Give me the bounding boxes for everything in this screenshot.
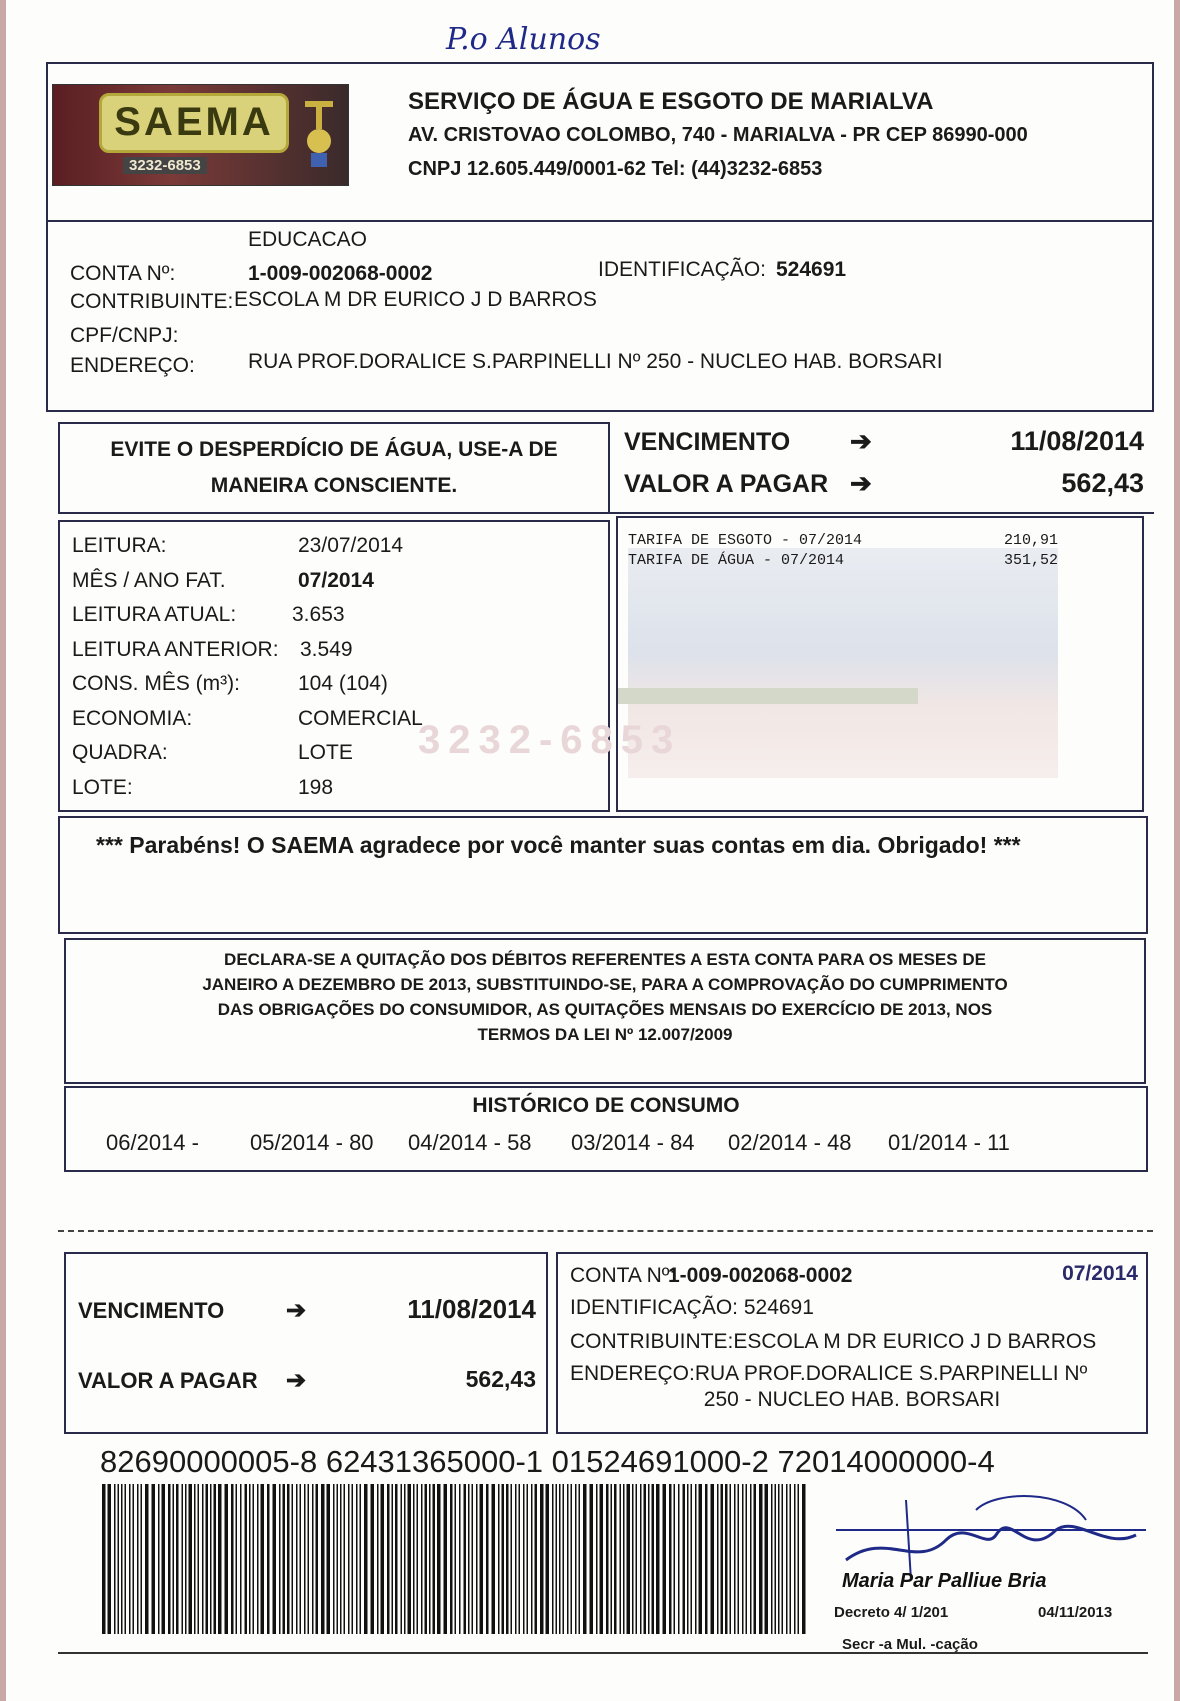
stub-payment-box	[64, 1252, 548, 1434]
reading-label: LEITURA ATUAL:	[72, 603, 237, 626]
cut-line	[58, 1230, 1153, 1232]
barcode-bar	[782, 1484, 784, 1634]
barcode-bar	[344, 1484, 346, 1634]
barcode-bar	[433, 1484, 436, 1634]
barcode-bar	[567, 1484, 569, 1634]
reading-value: 198	[298, 775, 334, 799]
notice-line2: MANEIRA CONSCIENTE.	[210, 474, 458, 497]
barcode-bar	[742, 1484, 744, 1634]
stub-endereco-line2: 250 - NUCLEO HAB. BORSARI	[703, 1388, 1001, 1411]
conta-value: 1-009-002068-0002	[248, 262, 433, 285]
barcode-bar	[515, 1484, 517, 1634]
stub-endereco-line1: ENDEREÇO:RUA PROF.DORALICE S.PARPINELLI Nº	[570, 1362, 1088, 1385]
barcode-bar	[750, 1484, 752, 1634]
barcode-bar	[627, 1484, 631, 1634]
barcode-bar	[401, 1484, 403, 1634]
barcode-bar	[678, 1484, 680, 1634]
barcode-bar	[725, 1484, 728, 1634]
tariff-label: TARIFA DE ÁGUA - 07/2014	[628, 552, 845, 569]
barcode-bar	[794, 1484, 796, 1634]
barcode-bar	[152, 1484, 156, 1634]
tariff-value: 351,52	[1003, 552, 1058, 569]
history-item: 01/2014 - 11	[888, 1130, 1010, 1155]
barcode-bar	[759, 1484, 763, 1634]
customer-category: EDUCACAO	[248, 228, 368, 251]
barcode-bar	[392, 1484, 394, 1634]
valor-label: VALOR A PAGAR	[624, 470, 829, 498]
barcode-bar	[182, 1484, 184, 1634]
history-item: 04/2014 - 58	[408, 1130, 532, 1155]
barcode-bar	[245, 1484, 248, 1634]
bottom-border	[58, 1652, 1148, 1654]
barcode-bar	[185, 1484, 187, 1634]
history-item: 03/2014 - 84	[571, 1130, 695, 1155]
barcode-bar	[579, 1484, 581, 1634]
stamp-name: Maria Par Palliue Bria	[842, 1570, 1047, 1592]
endereco-label: ENDEREÇO:	[70, 354, 195, 377]
barcode-bar	[168, 1484, 171, 1634]
barcode-bar	[775, 1484, 777, 1634]
reading-value: 23/07/2014	[298, 534, 404, 557]
barcode-bar	[596, 1484, 598, 1634]
watermark-band	[618, 688, 918, 704]
reading-value: 07/2014	[298, 568, 374, 592]
barcode-bar	[202, 1484, 204, 1634]
barcode-bar	[730, 1484, 732, 1634]
barcode-bar	[225, 1484, 229, 1634]
customer-box	[46, 222, 1154, 412]
stub-conta-value: 1-009-002068-0002	[668, 1264, 853, 1287]
endereco-value: RUA PROF.DORALICE S.PARPINELLI Nº 250 - NUCLEO HAB. BORSARI	[248, 350, 943, 373]
thanks-message: *** Parabéns! O SAEMA agradece por você manter suas contas em dia. Obrigado! ***	[96, 832, 1021, 858]
barcode-bar	[687, 1484, 689, 1634]
barcode-bar	[600, 1484, 604, 1634]
barcode-bar	[738, 1484, 740, 1634]
barcode-bar	[455, 1484, 457, 1634]
barcode-bar	[387, 1484, 390, 1634]
barcode-bar	[236, 1484, 238, 1634]
tariff-value: 210,91	[1003, 532, 1058, 549]
barcode-bar	[472, 1484, 474, 1634]
barcode-bar	[636, 1484, 638, 1634]
barcode-bar	[746, 1484, 748, 1634]
stub-venc-value: 11/08/2014	[407, 1294, 536, 1324]
barcode-bar	[304, 1484, 306, 1634]
stub-venc-label: VENCIMENTO	[78, 1298, 225, 1323]
barcode-bar	[683, 1484, 686, 1634]
barcode-bar	[656, 1484, 660, 1634]
stub-valor-value: 562,43	[465, 1366, 536, 1392]
barcode-bar	[648, 1484, 650, 1634]
barcode-bar	[711, 1484, 715, 1634]
barcode-bar	[352, 1484, 354, 1634]
barcode-bar	[695, 1484, 697, 1634]
barcode-bar	[502, 1484, 505, 1634]
barcode-bar	[261, 1484, 265, 1634]
stub-ident: IDENTIFICAÇÃO: 524691	[570, 1296, 814, 1319]
barcode-bar	[162, 1484, 166, 1634]
barcode-bar	[333, 1484, 335, 1634]
barcode-bar	[444, 1484, 448, 1634]
history-title: HISTÓRICO DE CONSUMO	[472, 1094, 740, 1117]
barcode-bar	[327, 1484, 331, 1634]
barcode-bar	[611, 1484, 613, 1634]
barcode-bar	[198, 1484, 200, 1634]
barcode-bar	[614, 1484, 617, 1634]
venc-label: VENCIMENTO	[624, 428, 791, 456]
reading-label: QUADRA:	[72, 741, 168, 764]
barcode-bar	[552, 1484, 554, 1634]
barcode-bar	[279, 1484, 281, 1634]
barcode-bar	[590, 1484, 594, 1634]
ident-label: IDENTIFICAÇÃO:	[598, 258, 767, 281]
barcode-bar	[137, 1484, 139, 1634]
barcode-bar	[790, 1484, 792, 1634]
barcode-bar	[669, 1484, 672, 1634]
barcode-bar	[468, 1484, 470, 1634]
barcode-bar	[114, 1484, 116, 1634]
barcode-bar	[321, 1484, 325, 1634]
barcode-bar	[556, 1484, 558, 1634]
barcode-bar	[360, 1484, 362, 1634]
barcode-bar	[498, 1484, 500, 1634]
barcode-bar	[691, 1484, 693, 1634]
barcode-bar	[459, 1484, 461, 1634]
barcode-bar	[133, 1484, 135, 1634]
tariff-label: TARIFA DE ESGOTO - 07/2014	[628, 532, 863, 549]
thanks-box	[58, 816, 1148, 934]
notice-box	[58, 422, 610, 514]
history-item: 05/2014 - 80	[250, 1130, 374, 1155]
barcode-bar	[395, 1484, 398, 1634]
stub-conta-label: CONTA Nº:	[570, 1264, 676, 1287]
stub-valor-arrow: ➔	[286, 1367, 307, 1394]
org-address: AV. CRISTOVAO COLOMBO, 740 - MARIALVA - PR CEP 86990-000	[408, 124, 1028, 146]
barcode-bar	[640, 1484, 642, 1634]
barcode-bar	[486, 1484, 489, 1634]
barcode-bar	[267, 1484, 270, 1634]
barcode-bar	[189, 1484, 193, 1634]
stub-contribuinte: CONTRIBUINTE:ESCOLA M DR EURICO J D BARROS	[570, 1330, 1097, 1353]
barcode-bar	[705, 1484, 708, 1634]
org-title: SERVIÇO DE ÁGUA E ESGOTO DE MARIALVA	[408, 88, 934, 115]
reading-value: 104 (104)	[298, 672, 388, 695]
barcode-bar	[778, 1484, 780, 1634]
barcode-bar	[312, 1484, 314, 1634]
barcode-bar	[734, 1484, 736, 1634]
conta-label: CONTA Nº:	[70, 262, 176, 285]
barcode-bar	[300, 1484, 302, 1634]
barcode-bar	[476, 1484, 478, 1634]
cpf-label: CPF/CNPJ:	[70, 324, 179, 347]
reading-value: 3.653	[292, 603, 345, 626]
stamp-date: 04/11/2013	[1038, 1604, 1113, 1621]
barcode-bar	[240, 1484, 242, 1634]
barcode-bar	[408, 1484, 412, 1634]
barcode-bar	[404, 1484, 406, 1634]
barcode-bar	[210, 1484, 212, 1634]
barcode-bar	[273, 1484, 277, 1634]
barcode-bar	[754, 1484, 757, 1634]
barcode-bar	[699, 1484, 703, 1634]
barcode-bar	[231, 1484, 234, 1634]
barcode-bar	[802, 1484, 806, 1634]
barcode-bar	[652, 1484, 655, 1634]
barcode-bar	[381, 1484, 385, 1634]
barcode	[102, 1484, 812, 1634]
contribuinte-value: ESCOLA M DR EURICO J D BARROS	[234, 288, 597, 311]
declaration-line: DAS OBRIGAÇÕES DO CONSUMIDOR, AS QUITAÇÕES MENSAIS DO EXERCÍCIO DE 2013, NOS	[217, 1000, 993, 1019]
barcode-bar	[583, 1484, 587, 1634]
barcode-number: 82690000005-8 62431365000-1 01524691000-2 72014000000-4	[100, 1444, 995, 1479]
logo-plate	[99, 93, 289, 153]
barcode-bar	[519, 1484, 521, 1634]
barcode-bar	[218, 1484, 222, 1634]
handwritten-note: P.o Alunos	[446, 22, 601, 57]
reading-box	[58, 520, 610, 812]
barcode-bar	[559, 1484, 561, 1634]
ident-value: 524691	[776, 258, 847, 281]
reading-label: LOTE:	[72, 775, 133, 799]
declaration-line: TERMOS DA LEI Nº 12.007/2009	[477, 1025, 733, 1044]
barcode-bar	[108, 1484, 112, 1634]
barcode-bar	[632, 1484, 634, 1634]
faucet-icon	[301, 99, 337, 169]
barcode-bar	[563, 1484, 565, 1634]
reading-value: 3.549	[300, 637, 353, 661]
barcode-bar	[523, 1484, 525, 1634]
barcode-bar	[253, 1484, 255, 1634]
barcode-bar	[371, 1484, 375, 1634]
org-cnpj-tel: CNPJ 12.605.449/0001-62 Tel: (44)3232-6853	[408, 158, 823, 180]
barcode-bar	[194, 1484, 196, 1634]
barcode-bar	[158, 1484, 160, 1634]
stamp-role: Secr -a Mul. -cação	[842, 1636, 978, 1653]
barcode-bar	[129, 1484, 131, 1634]
barcode-bar	[348, 1484, 350, 1634]
logo-text: SAEMA	[114, 100, 274, 144]
barcode-bar	[102, 1484, 106, 1634]
barcode-bar	[644, 1484, 647, 1634]
venc-value: 11/08/2014	[1010, 426, 1144, 456]
barcode-bar	[620, 1484, 622, 1634]
notice-line1: EVITE O DESPERDÍCIO DE ÁGUA, USE-A DE	[110, 438, 558, 461]
bill-paper	[6, 0, 1174, 1701]
barcode-bar	[257, 1484, 259, 1634]
barcode-bar	[118, 1484, 120, 1634]
barcode-bar	[623, 1484, 625, 1634]
barcode-bar	[425, 1484, 428, 1634]
barcode-bar	[141, 1484, 143, 1634]
stamp-decree: Decreto 4/ 1/201	[834, 1604, 949, 1621]
barcode-bar	[527, 1484, 529, 1634]
barcode-bar	[765, 1484, 769, 1634]
barcode-bar	[663, 1484, 667, 1634]
reading-label: ECONOMIA:	[72, 706, 193, 730]
barcode-bar	[464, 1484, 467, 1634]
barcode-bar	[308, 1484, 310, 1634]
declaration-box	[64, 938, 1146, 1084]
barcode-bar	[206, 1484, 209, 1634]
barcode-bar	[531, 1484, 533, 1634]
barcode-bar	[429, 1484, 431, 1634]
declaration-line: DECLARA-SE A QUITAÇÃO DOS DÉBITOS REFERENTES A ESTA CONTA PARA OS MESES DE	[224, 950, 986, 969]
payment-box	[610, 412, 1154, 514]
reading-label: CONS. MÊS (m³):	[72, 672, 240, 695]
barcode-bar	[535, 1484, 538, 1634]
barcode-bar	[506, 1484, 509, 1634]
barcode-bar	[674, 1484, 676, 1634]
valor-arrow: ➔	[850, 468, 872, 498]
barcode-bar	[786, 1484, 788, 1634]
stub-account-box	[556, 1252, 1148, 1434]
watermark-image	[628, 548, 1058, 778]
barcode-bar	[450, 1484, 453, 1634]
barcode-bar	[377, 1484, 379, 1634]
barcode-bar	[121, 1484, 123, 1634]
barcode-bar	[337, 1484, 339, 1634]
barcode-bar	[771, 1484, 773, 1634]
barcode-bar	[364, 1484, 368, 1634]
reading-label: LEITURA:	[72, 534, 167, 557]
reading-value: LOTE	[298, 741, 353, 764]
barcode-bar	[340, 1484, 342, 1634]
reading-value: COMERCIAL	[298, 706, 423, 730]
barcode-bar	[356, 1484, 358, 1634]
barcode-bar	[798, 1484, 800, 1634]
logo-phone: 3232-6853	[123, 157, 207, 174]
history-item: 02/2014 - 48	[728, 1130, 852, 1155]
barcode-bar	[249, 1484, 251, 1634]
barcode-bar	[540, 1484, 544, 1634]
saema-logo	[52, 84, 349, 186]
barcode-bar	[214, 1484, 217, 1634]
barcode-bar	[511, 1484, 513, 1634]
contribuinte-label: CONTRIBUINTE:	[70, 290, 234, 313]
barcode-bar	[480, 1484, 484, 1634]
barcode-bar	[292, 1484, 294, 1634]
barcode-bar	[492, 1484, 496, 1634]
barcode-bar	[296, 1484, 298, 1634]
tariffs-box	[418, 516, 1144, 812]
barcode-bar	[125, 1484, 127, 1634]
barcode-bar	[417, 1484, 419, 1634]
venc-arrow: ➔	[850, 426, 872, 456]
barcode-bar	[721, 1484, 724, 1634]
barcode-bar	[575, 1484, 577, 1634]
stub-venc-arrow: ➔	[286, 1297, 307, 1324]
barcode-bar	[571, 1484, 573, 1634]
barcode-bar	[283, 1484, 286, 1634]
barcode-bar	[546, 1484, 550, 1634]
reading-label: MÊS / ANO FAT.	[72, 568, 226, 592]
barcode-bar	[437, 1484, 441, 1634]
barcode-bar	[421, 1484, 423, 1634]
history-box	[64, 1086, 1148, 1172]
barcode-bar	[717, 1484, 719, 1634]
declaration-line: JANEIRO A DEZEMBRO DE 2013, SUBSTITUINDO-SE, PARA A COMPROVAÇÃO DO CUMPRIMENTO	[202, 975, 1008, 994]
valor-value: 562,43	[1061, 468, 1144, 498]
stub-valor-label: VALOR A PAGAR	[78, 1368, 258, 1393]
barcode-bar	[176, 1484, 179, 1634]
barcode-bar	[287, 1484, 290, 1634]
barcode-bar	[145, 1484, 149, 1634]
barcode-bar	[413, 1484, 415, 1634]
header-box	[46, 62, 1154, 222]
barcode-bar	[173, 1484, 175, 1634]
stub-month: 07/2014	[1062, 1262, 1138, 1285]
reading-label: LEITURA ANTERIOR:	[72, 637, 279, 661]
barcode-bar	[606, 1484, 609, 1634]
barcode-bar	[316, 1484, 319, 1634]
watermark-phone: 3232-6853	[418, 718, 682, 762]
history-item: 06/2014 -	[106, 1130, 199, 1155]
